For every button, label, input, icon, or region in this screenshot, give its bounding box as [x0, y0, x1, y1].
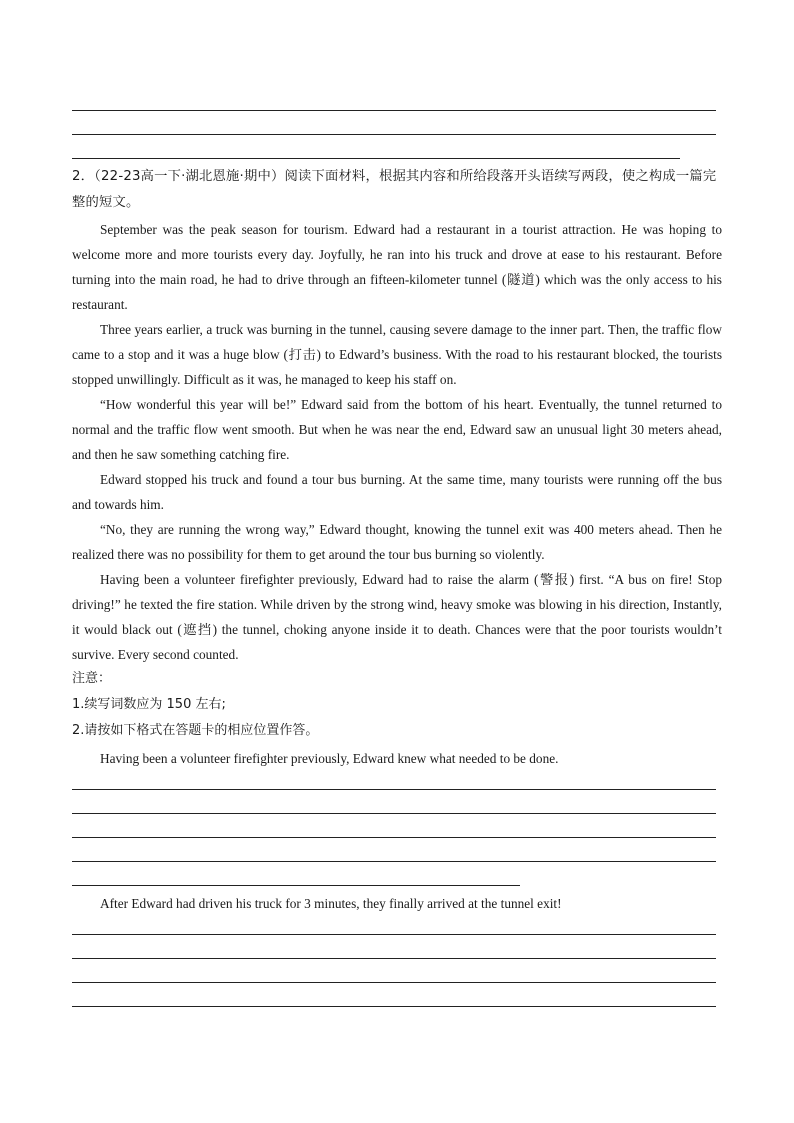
notes-section — [72, 666, 722, 744]
notes-title: 注意： — [72, 671, 112, 686]
passage-paragraph: Edward stopped his truck and found a tour bus burning. At the same time, many tourists were running off the bus and towards him. — [72, 472, 722, 512]
answer-line[interactable] — [72, 885, 520, 886]
passage-paragraph: “How wonderful this year will be!” Edward said from the bottom of his heart. Eventually, the tunnel returned to normal and the traffic flow went smooth. But when he was near the end, Edward saw an unusual light 30 meters ahead, and then he saw something catching fire. — [72, 397, 722, 462]
continuation-prompt-second: After Edward had driven his truck for 3 minutes, they finally arrived at the tunnel exit! — [100, 896, 562, 911]
answer-line[interactable] — [72, 837, 716, 838]
passage-paragraph: Having been a volunteer firefighter previously, Edward had to raise the alarm (警报) first. “A bus on fire! Stop driving!” he texted the fire station. While driven by the strong wind, heavy smoke was blowing in his direction, Instantly, it would black out (遮挡) the tunnel, choking anyone inside it to death. Chances were that the poor tourists wouldn’t survive. Every second counted. — [72, 572, 722, 662]
answer-line — [72, 158, 680, 159]
reading-passage — [72, 217, 722, 667]
answer-line[interactable] — [72, 958, 716, 959]
note-item: 2.请按如下格式在答题卡的相应位置作答。 — [72, 723, 319, 738]
note-item: 1.续写词数应为 150 左右; — [72, 697, 226, 712]
answer-line[interactable] — [72, 813, 716, 814]
answer-line — [72, 134, 716, 135]
answer-line[interactable] — [72, 934, 716, 935]
passage-paragraph: September was the peak season for tourism. Edward had a restaurant in a tourist attraction. He was hoping to welcome more and more tourists every day. Joyfully, he ran into his truck and drove at ease to his restaurant. Before turning into the main road, he had to drive through an fifteen-kilometer tunnel (隧道) which was the only access to his restaurant. — [72, 222, 722, 312]
continuation-prompt-first: Having been a volunteer firefighter previously, Edward knew what needed to be done. — [100, 751, 559, 766]
passage-paragraph: Three years earlier, a truck was burning in the tunnel, causing severe damage to the inner part. Then, the traffic flow came to a stop and it was a huge blow (打击) to Edward’s business. With the road to his restaurant blocked, the tourists stopped unwillingly. Difficult as it was, he managed to keep his staff on. — [72, 322, 722, 387]
answer-line — [72, 110, 716, 111]
answer-line[interactable] — [72, 789, 716, 790]
passage-paragraph: “No, they are running the wrong way,” Edward thought, knowing the tunnel exit was 400 meters ahead. Then he realized there was no possibility for them to get around the tour bus burning so violently. — [72, 522, 722, 562]
answer-line[interactable] — [72, 1006, 716, 1007]
answer-line[interactable] — [72, 982, 716, 983]
answer-line[interactable] — [72, 861, 716, 862]
question-heading: 2．（22-23高一下·湖北恩施·期中）阅读下面材料，根据其内容和所给段落开头语续写两段，使之构成一篇完整的短文。 — [72, 169, 717, 210]
